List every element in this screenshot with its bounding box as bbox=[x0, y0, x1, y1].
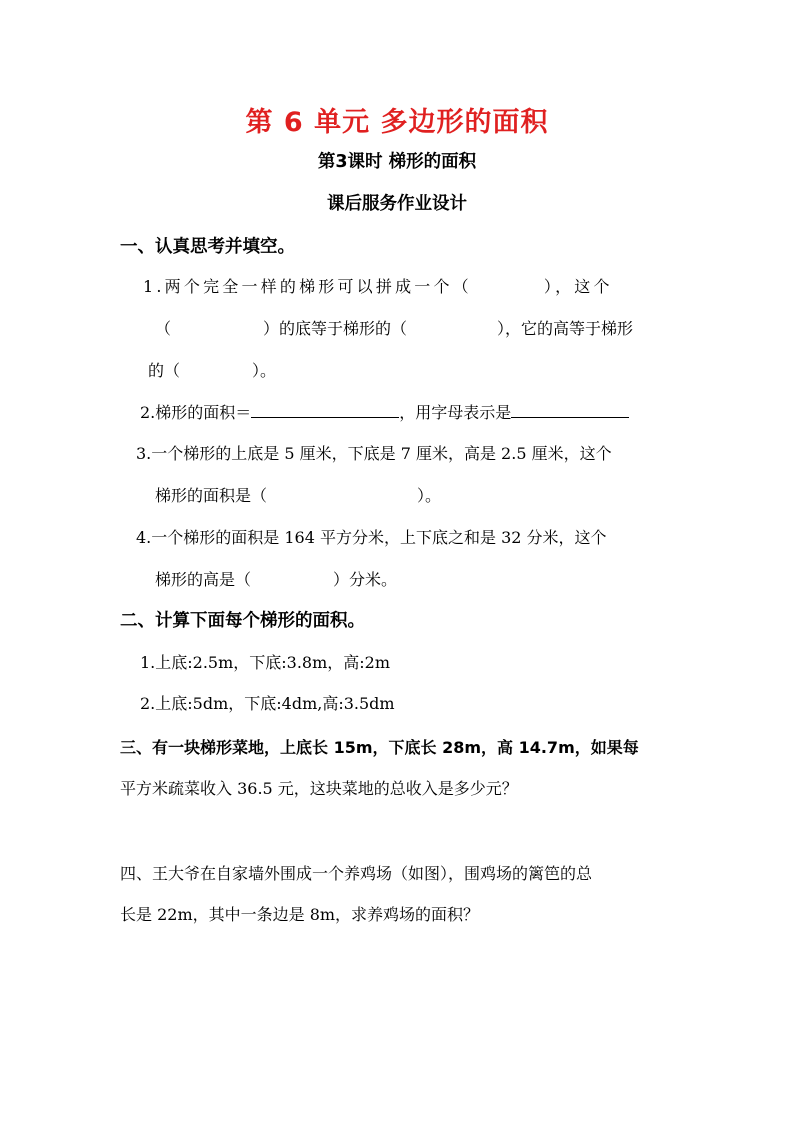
section2-item-1: 1.上底:2.5m，下底:3.8m，高:2m bbox=[140, 653, 391, 672]
q3-line1: 3.一个梯形的上底是 5 厘米，下底是 7 厘米，高是 2.5 厘米，这个 bbox=[136, 444, 612, 463]
q1-text-b: ），这个 bbox=[543, 277, 613, 296]
q1-text-g: ）。 bbox=[252, 361, 277, 380]
q3-text-c: ）。 bbox=[417, 486, 442, 505]
q1-line2 bbox=[155, 316, 633, 339]
q2-line bbox=[140, 400, 629, 423]
q2-text-b: ，用字母表示是 bbox=[399, 403, 512, 422]
q2-blank-1[interactable] bbox=[251, 401, 399, 418]
section1-heading: 一、认真思考并填空。 bbox=[120, 237, 295, 257]
section3-line1 bbox=[120, 735, 639, 758]
section2-item-2: 2.上底:5dm，下底:4dm,高:3.5dm bbox=[140, 694, 395, 713]
section2-heading: 二、计算下面每个梯形的面积。 bbox=[120, 611, 365, 631]
q4-text-b: 梯形的高是（ bbox=[155, 570, 252, 589]
section4-line1: 四、王大爷在自家墙外围成一个养鸡场（如图），围鸡场的篱笆的总 bbox=[120, 864, 593, 883]
q3-text-b: 梯形的面积是（ bbox=[155, 486, 268, 505]
q1-line3 bbox=[148, 358, 276, 381]
q3-line2 bbox=[155, 483, 441, 506]
q1-text-a: 1.两个完全一样的梯形可以拼成一个（ bbox=[143, 277, 472, 296]
section3-text: 三、有一块梯形菜地，上底长 15m，下底长 28m，高 14.7m，如果每 bbox=[120, 738, 639, 757]
q4-text-c: ）分米。 bbox=[333, 570, 398, 589]
q2-text-a: 2.梯形的面积＝ bbox=[140, 403, 252, 422]
q1-line1 bbox=[143, 274, 613, 297]
worksheet-subtitle: 课后服务作业设计 bbox=[327, 194, 467, 214]
q1-text-e: ），它的高等于梯形 bbox=[497, 319, 634, 338]
q4-line2 bbox=[155, 567, 397, 590]
q4-line1: 4.一个梯形的面积是 164 平方分米，上下底之和是 32 分米，这个 bbox=[136, 528, 607, 547]
q1-text-d: ）的底等于梯形的（ bbox=[263, 319, 408, 338]
q1-text-c: （ bbox=[155, 319, 172, 338]
q1-text-f: 的（ bbox=[148, 361, 181, 380]
section3-line2: 平方米疏菜收入 36.5 元，这块菜地的总收入是多少元？ bbox=[120, 779, 518, 798]
lesson-title: 第3课时 梯形的面积 bbox=[317, 152, 477, 172]
q2-blank-2[interactable] bbox=[511, 401, 629, 418]
section4-line2: 长是 22m，其中一条边是 8m，求养鸡场的面积？ bbox=[120, 905, 480, 924]
page-title: 第 6 单元 多边形的面积 bbox=[245, 107, 549, 138]
